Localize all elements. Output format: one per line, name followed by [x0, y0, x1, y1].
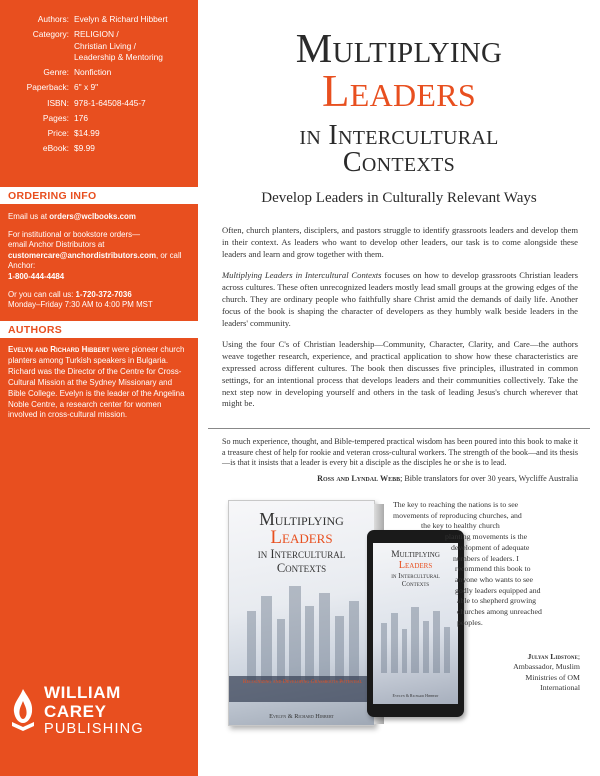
book-cover-image: Multiplying Leaders in Intercultural Contexts Recognizing and Developing Grassroots Potential Evelyn & Richard Hibbert [228, 500, 375, 726]
book-description [222, 225, 578, 420]
authors-bio: Evelyn and Richard Hibbert were pioneer church planters among Turkish speakers in Bulgaria. Richard was the Director of the Centre for Cross-Cultural Mission at the Sydney Missionary and Bible College. Evelyn is the leader of the Angelina Noble Centre, a research center for women involved in cross-cultural mission. [8, 345, 185, 420]
publisher-logo: WILLIAM CAREY PUBLISHING [10, 683, 144, 737]
tablet-ebook-image: Multiplying Leaders in Intercultural Contexts Evelyn & Richard Hibbert [367, 530, 464, 717]
description-paragraph: Often, church planters, disciplers, and pastors struggle to identify grassroots leaders and develop them in their context. As leaders who want to develop other leaders, our task is to come alongside these leaders and learn and grow together with them. [222, 225, 578, 259]
endorsement-lidstone-attribution: Julyan Lidstone; Ambassador, Muslim Ministries of OM International [513, 652, 580, 692]
orders-email-link[interactable]: orders@wclbooks.com [49, 212, 136, 221]
flame-book-icon [10, 688, 36, 732]
meta-category: Category: RELIGION / Christian Living / Leadership & Mentoring [32, 29, 163, 63]
anchor-phone[interactable]: 1-800-444-4484 [8, 271, 65, 281]
book-metadata [0, 0, 198, 154]
meta-authors: Authors: Evelyn & Richard Hibbert [37, 14, 168, 24]
description-paragraph: Using the four C's of Christian leadership—Community, Character, Clarity, and Care—the authors weave together research, experience, and practical application to show how these characteristics are expressed across different cultures. The book then discusses five principles, illustrated in common settings, for an intentional process that develops leaders and their communities collectively. Take the next step now in developing yourself and others in the task of leading Jesus's church wherever that might be. [222, 339, 578, 409]
subtitle: Develop Leaders in Culturally Relevant Ways [261, 190, 537, 206]
title-line-1: Multiplying [295, 25, 503, 71]
meta-genre: Genre: Nonfiction [43, 67, 112, 78]
endorsement-webb-attribution: Ross and Lyndal Webb; Bible translators for over 30 years, Wycliffe Australia [317, 474, 578, 483]
endorsement-webb: So much experience, thought, and Bible-tempered practical wisdom has been poured into this book to make it a treasure chest of help for rookie and veteran cross-cultural workers. The strength of the book—and its thesis—is that it insists that a leader is every bit a disciple as the disciples he or she is to lead. [222, 437, 578, 468]
title-line-2: Leaders [321, 66, 477, 116]
ordering-heading: ORDERING INFO [0, 187, 198, 204]
endorsement-lidstone: The key to reaching the nations is to see movements of reproducing churches, and the key to healthy church planting movements is the development of adequate numbers of leaders. I recommend this book to anyone who wants to see godly leaders equipped and able to shepherd growing churches among unreached peoples. [393, 500, 542, 627]
title-line-3: in Intercultural [299, 120, 499, 151]
meta-price: Price: $14.99 [47, 127, 100, 138]
meta-paperback: Paperback: 6" x 9" [26, 82, 99, 93]
authors-heading: AUTHORS [0, 321, 198, 338]
divider [208, 428, 590, 429]
meta-isbn: ISBN: 978-1-64508-445-7 [47, 97, 146, 108]
meta-ebook: eBook: $9.99 [42, 142, 95, 153]
title-line-4: Contexts [342, 147, 456, 178]
ordering-info: Email us at orders@wclbooks.com For institutional or bookstore orders— email Anchor Distributors at customercare@anchordistributors.com, or call Anchor: 1-800-444-4484 Or you can call us: 1-720-372-7036 Monday–Friday 7:30 AM to 4:00 PM MST [8, 212, 182, 310]
description-paragraph: Multiplying Leaders in Intercultural Contexts focuses on how to develop grassroots Christian leaders across cultures. These often unrecognized leaders mostly lead small groups at the growing edges of the church. They are ordinary people who faithfully share Christ amid the demands of daily life. Another focus of the book is shaping the character of developers as they humbly walk beside leaders in the leaders' community. [222, 270, 578, 328]
anchor-email-link[interactable]: customercare@anchordistributors.com [8, 250, 157, 260]
wcl-phone[interactable]: 1-720-372-7036 [75, 289, 132, 299]
meta-pages: Pages: 176 [42, 112, 88, 123]
sidebar [0, 0, 198, 776]
